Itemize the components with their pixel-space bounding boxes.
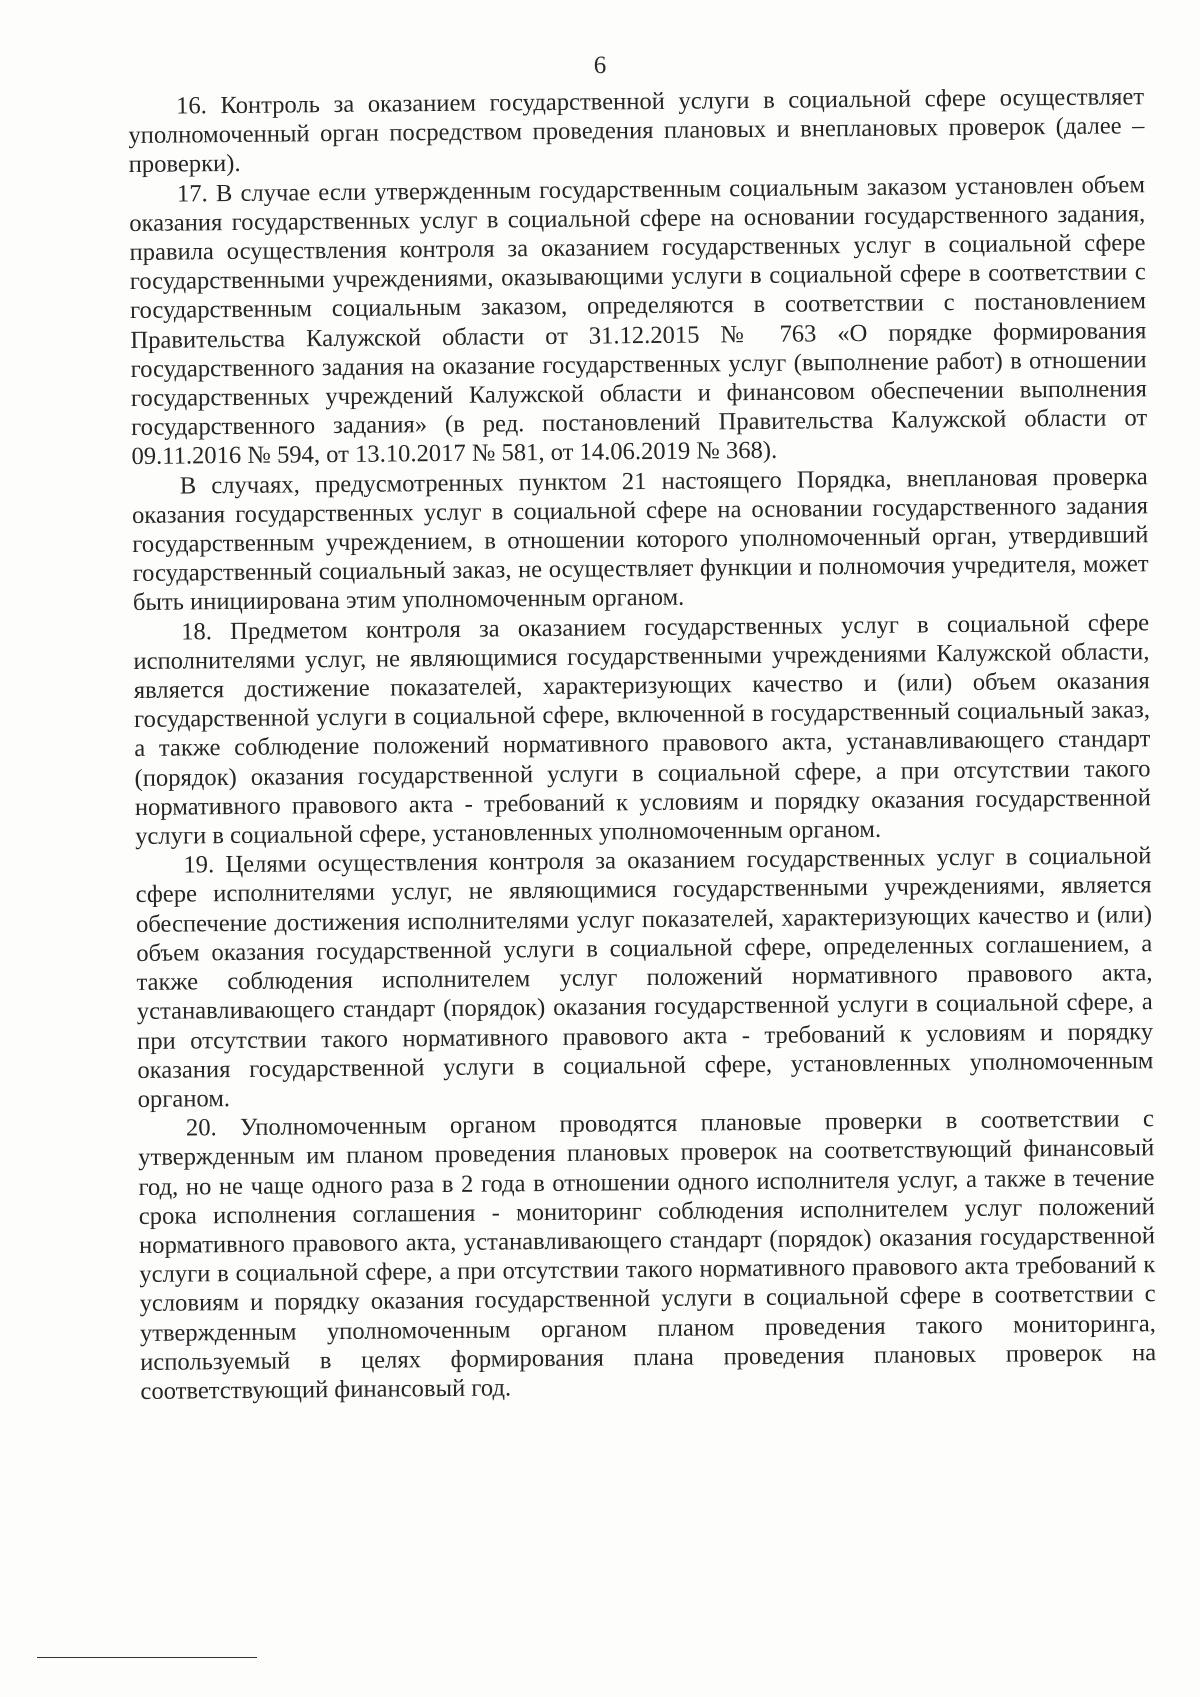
page-number: 6 [593, 52, 607, 79]
paragraph-17: 17. В случае если утвержденным государственным социальным заказом установлен объем оказания государственных услуг в социальной сфере на основании государственного задания, правила осуществления контроля за оказанием государственных услуг в социальной сфере государственными учреждениями, оказывающими услуги в социальной сфере в соответствии с государственным социальным заказом, определяются в соответствии с постановлением Правительства Калужской области от 31.12.2015 № 763 «О порядке формирования государственного задания на оказание государственных услуг (выполнение работ) в отношении государственных учреждений Калужской области и финансовом обеспечении выполнения государственного задания» (в ред. постановлений Правительства Калужской области от 09.11.2016 № 594, от 13.10.2017 № 581, от 14.06.2019 № 368). [129, 170, 1148, 471]
paragraph-19: 19. Целями осуществления контроля за оказанием государственных услуг в социальной сфере исполнителями услуг, не являющимися государственными учреждениями, является обеспечение достижения исполнителями услуг показателей, характеризующих качество и (или) объем оказания государственной услуги в социальной сфере, определенных соглашением, а также соблюдения исполнителем услуг положений нормативного правового акта, устанавливающего стандарт (порядок) оказания государственной услуги в социальной сфере, а при отсутствии такого нормативного правового акта - требований к условиям и порядку оказания государственной услуги в социальной сфере, установленных уполномоченным органом. [135, 842, 1154, 1113]
paragraph-17-continuation: В случаях, предусмотренных пунктом 21 настоящего Порядка, внеплановая проверка оказания государственных услуг в социальной сфере на основании государственного задания государственным учреждением, в отношении которого уполномоченный орган, утвердивший государственный социальный заказ, не осуществляет функции и полномочия учредителя, может быть инициирована этим уполномоченным органом. [131, 462, 1149, 617]
paragraph-16: 16. Контроль за оказанием государственной услуги в социальной сфере осуществляет уполномоченный орган посредством проведения плановых и внеплановых проверок (далее – проверки). [128, 83, 1145, 179]
paragraph-18: 18. Предметом контроля за оказанием государственных услуг в социальной сфере исполнителями услуг, не являющимися государственными учреждениями Калужской области, является достижение показателей, характеризующих качество и (или) объем оказания государственной услуги в социальной сфере, включенной в государственный социальный заказ, а также соблюдение положений нормативного правового акта, устанавливающего стандарт (порядок) оказания государственной услуги в социальной сфере, а при отсутствии такого нормативного правового акта - требований к условиям и порядку оказания государственной услуги в социальной сфере, установленных уполномоченным органом. [133, 608, 1151, 851]
footnote-separator-line [37, 1657, 257, 1658]
document-body [128, 82, 1157, 1406]
paragraph-20: 20. Уполномоченным органом проводятся плановые проверки в соответствии с утвержденным им планом проведения плановых проверок на соответствующий финансовый год, но не чаще одного раза в 2 года в отношении одного исполнителя услуг, а также в течение срока исполнения соглашения - мониторинг соблюдения исполнителем услуг положений нормативного правового акта, устанавливающего стандарт (порядок) оказания государственной услуги в социальной сфере, а при отсутствии такого нормативного правового акта требований к условиям и порядку оказания государственной услуги в социальной сфере в соответствии с утвержденным уполномоченным органом планом проведения такого мониторинга, используемый в целях формирования плана проведения плановых проверок на соответствующий финансовый год. [138, 1105, 1157, 1405]
